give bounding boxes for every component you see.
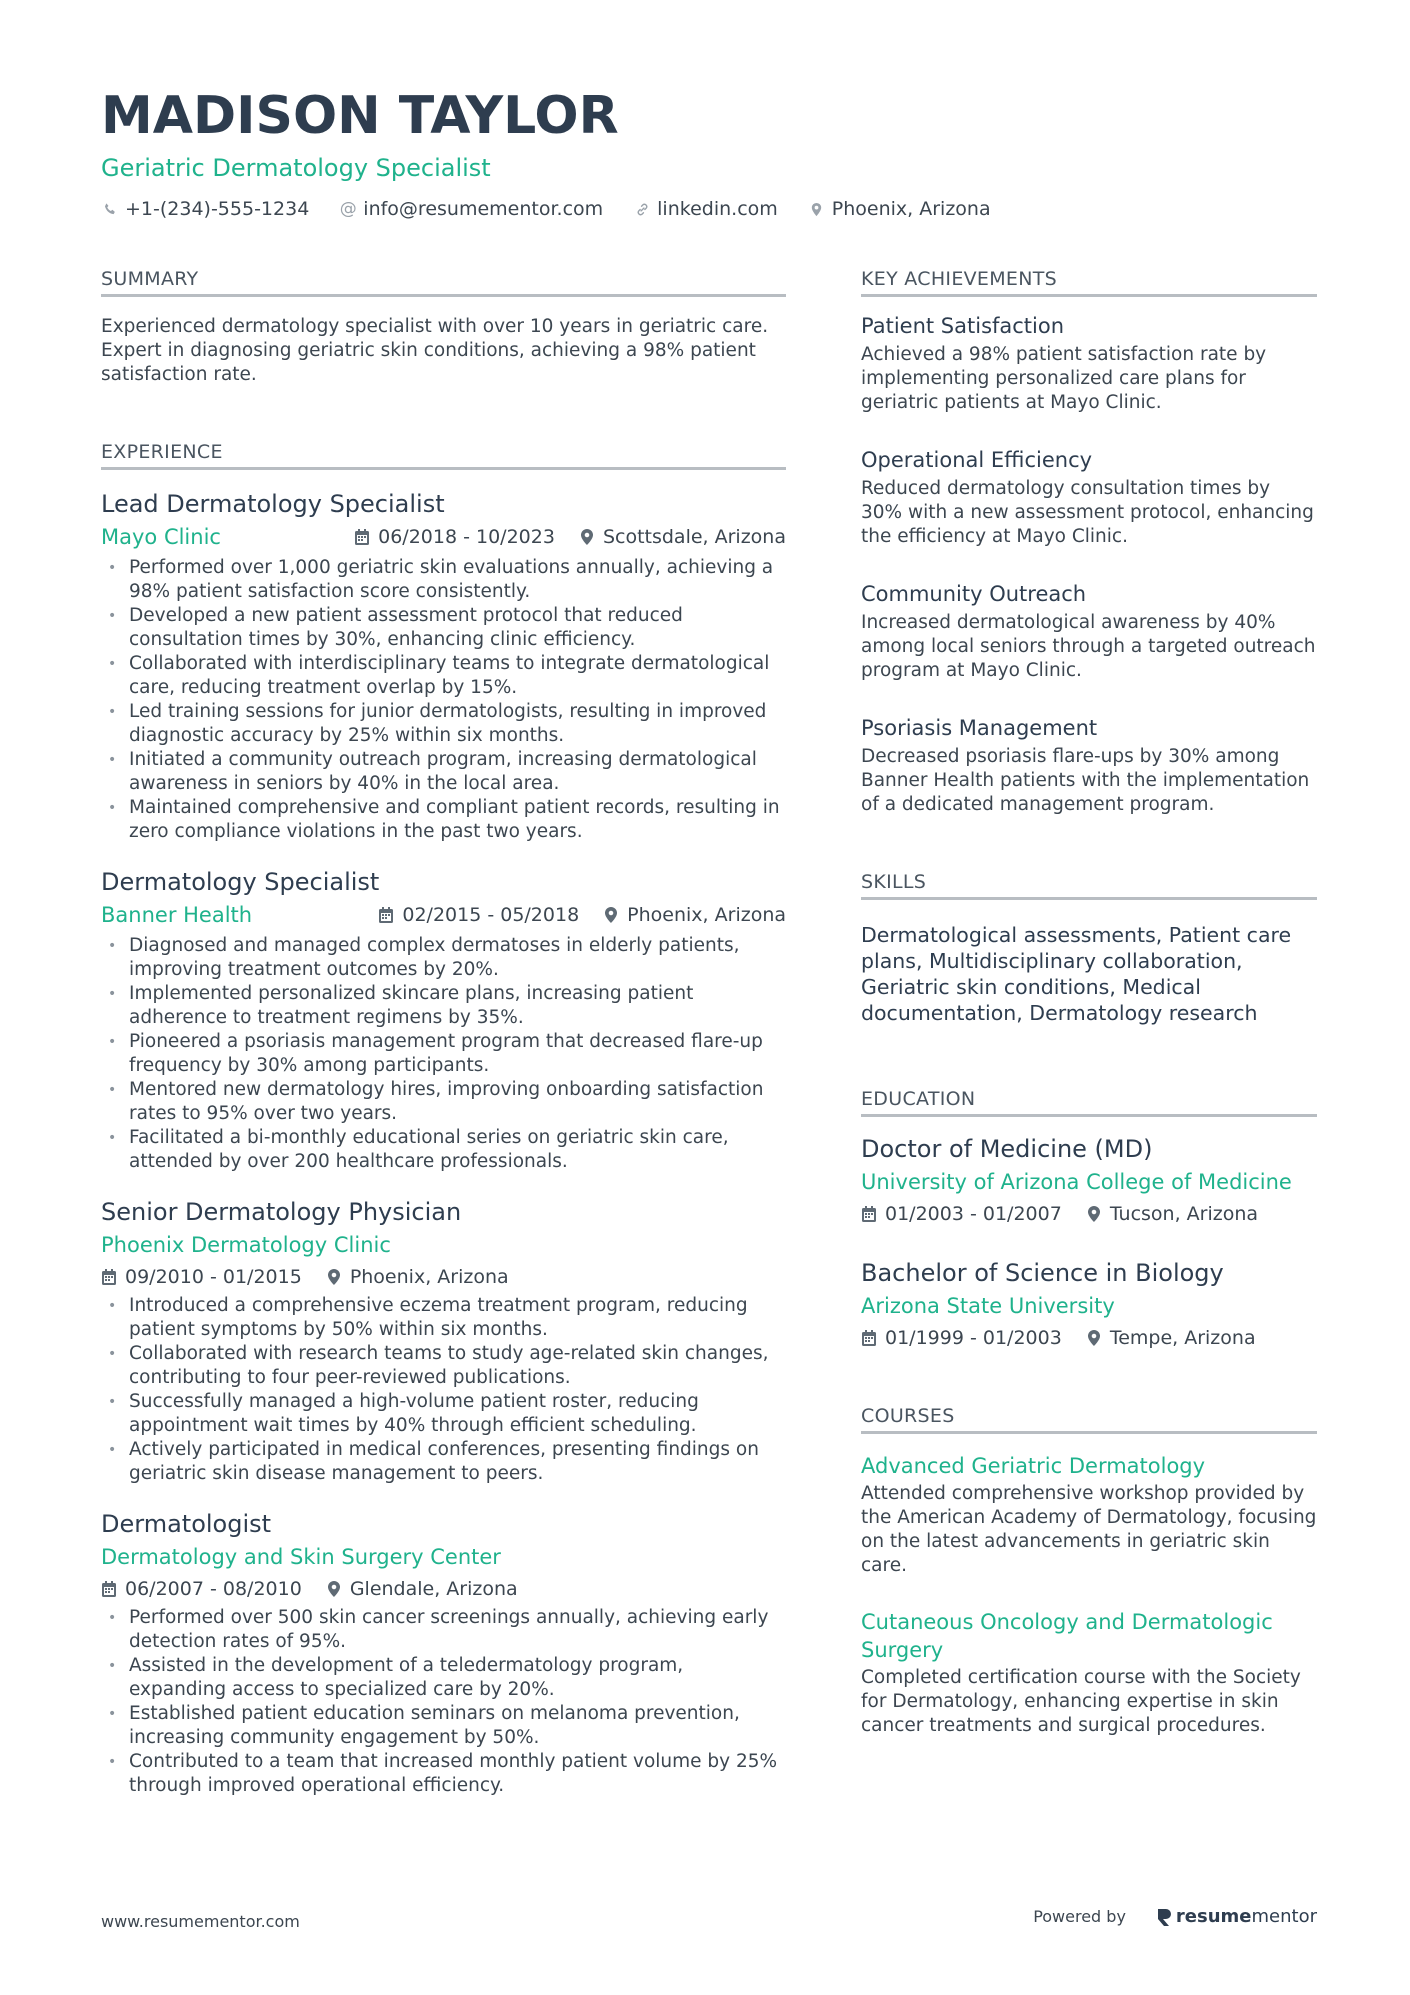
job-bullet: • Facilitated a bi-monthly educational series on geriatric skin care, attended by over 200 healthcare professionals. (101, 1126, 786, 1174)
calendar-icon (101, 1580, 117, 1598)
job-bullet: • Performed over 500 skin cancer screenings annually, achieving early detection rates of 95%. (101, 1606, 786, 1654)
job-location (603, 904, 786, 926)
achievement-item (861, 311, 1317, 415)
achievement-desc: Achieved a 98% patient satisfaction rate by implementing personalized care plans for geriatric patients at Mayo Clinic. (861, 344, 1267, 413)
achievement-title: Psoriasis Management (861, 716, 1098, 740)
calendar-icon (101, 1268, 117, 1286)
job-details (101, 1576, 786, 1602)
courses-section (861, 1405, 1317, 1738)
job-bullet: • Led training sessions for junior dermatologists, resulting in improved diagnostic accuracy by 25% within six months. (101, 700, 786, 748)
contact-email[interactable] (339, 198, 603, 220)
contact-bar (101, 198, 1021, 220)
education-item (861, 1133, 1317, 1227)
course-item (861, 1452, 1317, 1578)
job-dates (101, 1576, 302, 1602)
brand-bold: resume (1175, 1906, 1252, 1927)
email-text: info@resumementor.com (363, 198, 604, 220)
job-bullet: • Pioneered a psoriasis management program that decreased flare-up frequency by 30% among participants. (101, 1030, 786, 1078)
summary-section (101, 268, 786, 387)
education-details (861, 1325, 1317, 1351)
job-details (354, 526, 786, 548)
job-entry (101, 1508, 786, 1798)
calendar-icon (354, 528, 370, 546)
job-dates (354, 526, 555, 548)
education-dates (861, 1201, 1062, 1227)
job-bullet: • Collaborated with interdisciplinary teams to integrate dermatological care, reducing treatment overlap by 15%. (101, 652, 786, 700)
education-location-text: Tempe, Arizona (1109, 1327, 1256, 1349)
at-icon: @ (339, 199, 357, 219)
job-title: Lead Dermatology Specialist (101, 490, 445, 518)
job-company: Phoenix Dermatology Clinic (101, 1233, 391, 1257)
job-company: Dermatology and Skin Surgery Center (101, 1545, 501, 1569)
achievement-title: Patient Satisfaction (861, 314, 1065, 338)
contact-linkedin[interactable] (633, 198, 778, 220)
job-dates (101, 1264, 302, 1290)
job-bullet: • Performed over 1,000 geriatric skin evaluations annually, achieving a 98% patient satisfaction score consistently. (101, 556, 786, 604)
job-location-text: Phoenix, Arizona (627, 904, 786, 926)
phone-text: +1-(234)-555-1234 (125, 198, 310, 220)
job-dates-text: 02/2015 - 05/2018 (402, 904, 580, 926)
job-location-text: Glendale, Arizona (349, 1578, 518, 1600)
course-title: Cutaneous Oncology and Dermatologic Surgery (861, 1610, 1273, 1662)
experience-heading: EXPERIENCE (101, 441, 786, 470)
achievement-title: Operational Efficiency (861, 448, 1093, 472)
job-bullets (101, 1606, 786, 1798)
education-heading: EDUCATION (861, 1088, 1317, 1117)
job-company: Mayo Clinic (101, 525, 221, 549)
job-company: Banner Health (101, 903, 253, 927)
job-location (326, 1264, 509, 1290)
job-bullet: • Mentored new dermatology hires, improving onboarding satisfaction rates to 95% over two years. (101, 1078, 786, 1126)
courses-heading: COURSES (861, 1405, 1317, 1434)
education-school: University of Arizona College of Medicine (861, 1170, 1292, 1194)
job-location-text: Scottsdale, Arizona (602, 526, 786, 548)
job-location (579, 526, 786, 548)
map-pin-icon (326, 1580, 342, 1598)
education-details (861, 1201, 1317, 1227)
job-entry (101, 1196, 786, 1486)
job-location-text: Phoenix, Arizona (349, 1266, 509, 1288)
summary-heading: SUMMARY (101, 268, 786, 297)
left-column (101, 268, 786, 1798)
job-dates-text: 06/2018 - 10/2023 (378, 526, 555, 548)
education-dates-text: 01/1999 - 01/2003 (885, 1327, 1062, 1349)
course-desc: Attended comprehensive workshop provided by the American Academy of Dermatology, focusing on the latest advancements in geriatric skin care. (861, 1483, 1317, 1576)
job-bullet: • Collaborated with research teams to study age-related skin changes, contributing to four peer-reviewed publications. (101, 1342, 786, 1390)
link-icon (633, 202, 651, 217)
job-bullets (101, 934, 786, 1174)
course-title: Advanced Geriatric Dermatology (861, 1454, 1206, 1478)
job-bullet: • Diagnosed and managed complex dermatoses in elderly patients, improving treatment outcomes by 20%. (101, 934, 786, 982)
skills-list: Dermatological assessments, Patient care plans, Multidisciplinary collaboration, Geriatric skin conditions, Medical documentation, Dermatology research (861, 923, 1292, 1025)
job-entry (101, 866, 786, 1174)
job-title: Dermatologist (101, 1510, 272, 1538)
map-pin-icon (326, 1268, 342, 1286)
resumementor-logo-icon (1156, 1907, 1172, 1927)
map-pin-icon (808, 202, 826, 217)
achievement-title: Community Outreach (861, 582, 1087, 606)
achievement-item (861, 713, 1317, 817)
education-dates (861, 1325, 1062, 1351)
summary-text: Experienced dermatology specialist with over 10 years in geriatric care. Expert in diagnosing geriatric skin conditions, achieving a 98% patient satisfaction rate. (101, 316, 769, 385)
candidate-title: Geriatric Dermatology Specialist (101, 154, 491, 182)
job-bullets (101, 556, 786, 844)
achievement-desc: Increased dermatological awareness by 40% among local seniors through a targeted outreach program at Mayo Clinic. (861, 612, 1316, 681)
education-location-text: Tucson, Arizona (1109, 1203, 1259, 1225)
job-details (378, 904, 786, 926)
calendar-icon (378, 906, 394, 924)
job-details (101, 1264, 786, 1290)
job-meta (101, 900, 786, 930)
job-bullet: • Successfully managed a high-volume patient roster, reducing appointment wait times by 40% through efficient scheduling. (101, 1390, 786, 1438)
job-bullet: • Initiated a community outreach program, increasing dermatological awareness in seniors by 40% in the local area. (101, 748, 786, 796)
education-degree: Bachelor of Science in Biology (861, 1259, 1224, 1287)
job-bullet: • Developed a new patient assessment protocol that reduced consultation times by 30%, enhancing clinic efficiency. (101, 604, 786, 652)
education-item (861, 1257, 1317, 1351)
candidate-name: MADISON TAYLOR (101, 86, 619, 146)
education-degree: Doctor of Medicine (MD) (861, 1135, 1153, 1163)
job-dates (378, 904, 579, 926)
job-bullet: • Actively participated in medical conferences, presenting findings on geriatric skin disease management to peers. (101, 1438, 786, 1486)
job-bullet: • Implemented personalized skincare plans, increasing patient adherence to treatment regimens by 35%. (101, 982, 786, 1030)
job-bullet: • Assisted in the development of a teledermatology program, expanding access to specialized care by 20%. (101, 1654, 786, 1702)
education-section (861, 1088, 1317, 1351)
achievement-item (861, 445, 1317, 549)
map-pin-icon (579, 528, 595, 546)
education-location (1086, 1325, 1256, 1351)
job-title: Dermatology Specialist (101, 868, 380, 896)
job-bullet: • Established patient education seminars on melanoma prevention, increasing community engagement by 50%. (101, 1702, 786, 1750)
linkedin-text: linkedin.com (657, 198, 778, 220)
job-location (326, 1576, 518, 1602)
achievement-item (861, 579, 1317, 683)
job-dates-text: 09/2010 - 01/2015 (125, 1266, 302, 1288)
powered-by-label: Powered by (1033, 1907, 1126, 1926)
brand-logo[interactable] (1156, 1906, 1317, 1927)
calendar-icon (861, 1205, 877, 1223)
job-title: Senior Dermatology Physician (101, 1198, 462, 1226)
footer-website[interactable]: www.resumementor.com (101, 1912, 300, 1931)
achievements-section (861, 268, 1317, 817)
education-school: Arizona State University (861, 1294, 1115, 1318)
contact-phone[interactable] (101, 198, 309, 220)
skills-heading: SKILLS (861, 871, 1317, 900)
job-bullets (101, 1294, 786, 1486)
resume-header (101, 84, 1021, 220)
map-pin-icon (1086, 1205, 1102, 1223)
location-text: Phoenix, Arizona (831, 198, 991, 220)
education-location (1086, 1201, 1258, 1227)
achievements-heading: KEY ACHIEVEMENTS (861, 268, 1317, 297)
brand-light: mentor (1251, 1906, 1317, 1927)
footer-branding (1033, 1906, 1317, 1927)
map-pin-icon (1086, 1329, 1102, 1347)
contact-location (808, 198, 991, 220)
achievement-desc: Reduced dermatology consultation times by 30% with a new assessment protocol, enhancing the efficiency at Mayo Clinic. (861, 478, 1314, 547)
course-desc: Completed certification course with the Society for Dermatology, enhancing expertise in skin cancer treatments and surgical procedures. (861, 1667, 1301, 1736)
achievement-desc: Decreased psoriasis flare-ups by 30% among Banner Health patients with the implementation of a dedicated management program. (861, 746, 1310, 815)
phone-icon (101, 202, 119, 217)
experience-section (101, 441, 786, 1798)
job-bullet: • Contributed to a team that increased monthly patient volume by 25% through improved operational efficiency. (101, 1750, 786, 1798)
job-dates-text: 06/2007 - 08/2010 (125, 1578, 302, 1600)
right-column (861, 268, 1317, 1738)
job-entry (101, 488, 786, 844)
map-pin-icon (603, 906, 619, 924)
job-meta (101, 522, 786, 552)
calendar-icon (861, 1329, 877, 1347)
course-item (861, 1608, 1317, 1738)
job-bullet: • Maintained comprehensive and compliant patient records, resulting in zero compliance violations in the past two years. (101, 796, 786, 844)
job-bullet: • Introduced a comprehensive eczema treatment program, reducing patient symptoms by 50% within six months. (101, 1294, 786, 1342)
skills-section (861, 871, 1317, 1026)
education-dates-text: 01/2003 - 01/2007 (885, 1203, 1062, 1225)
